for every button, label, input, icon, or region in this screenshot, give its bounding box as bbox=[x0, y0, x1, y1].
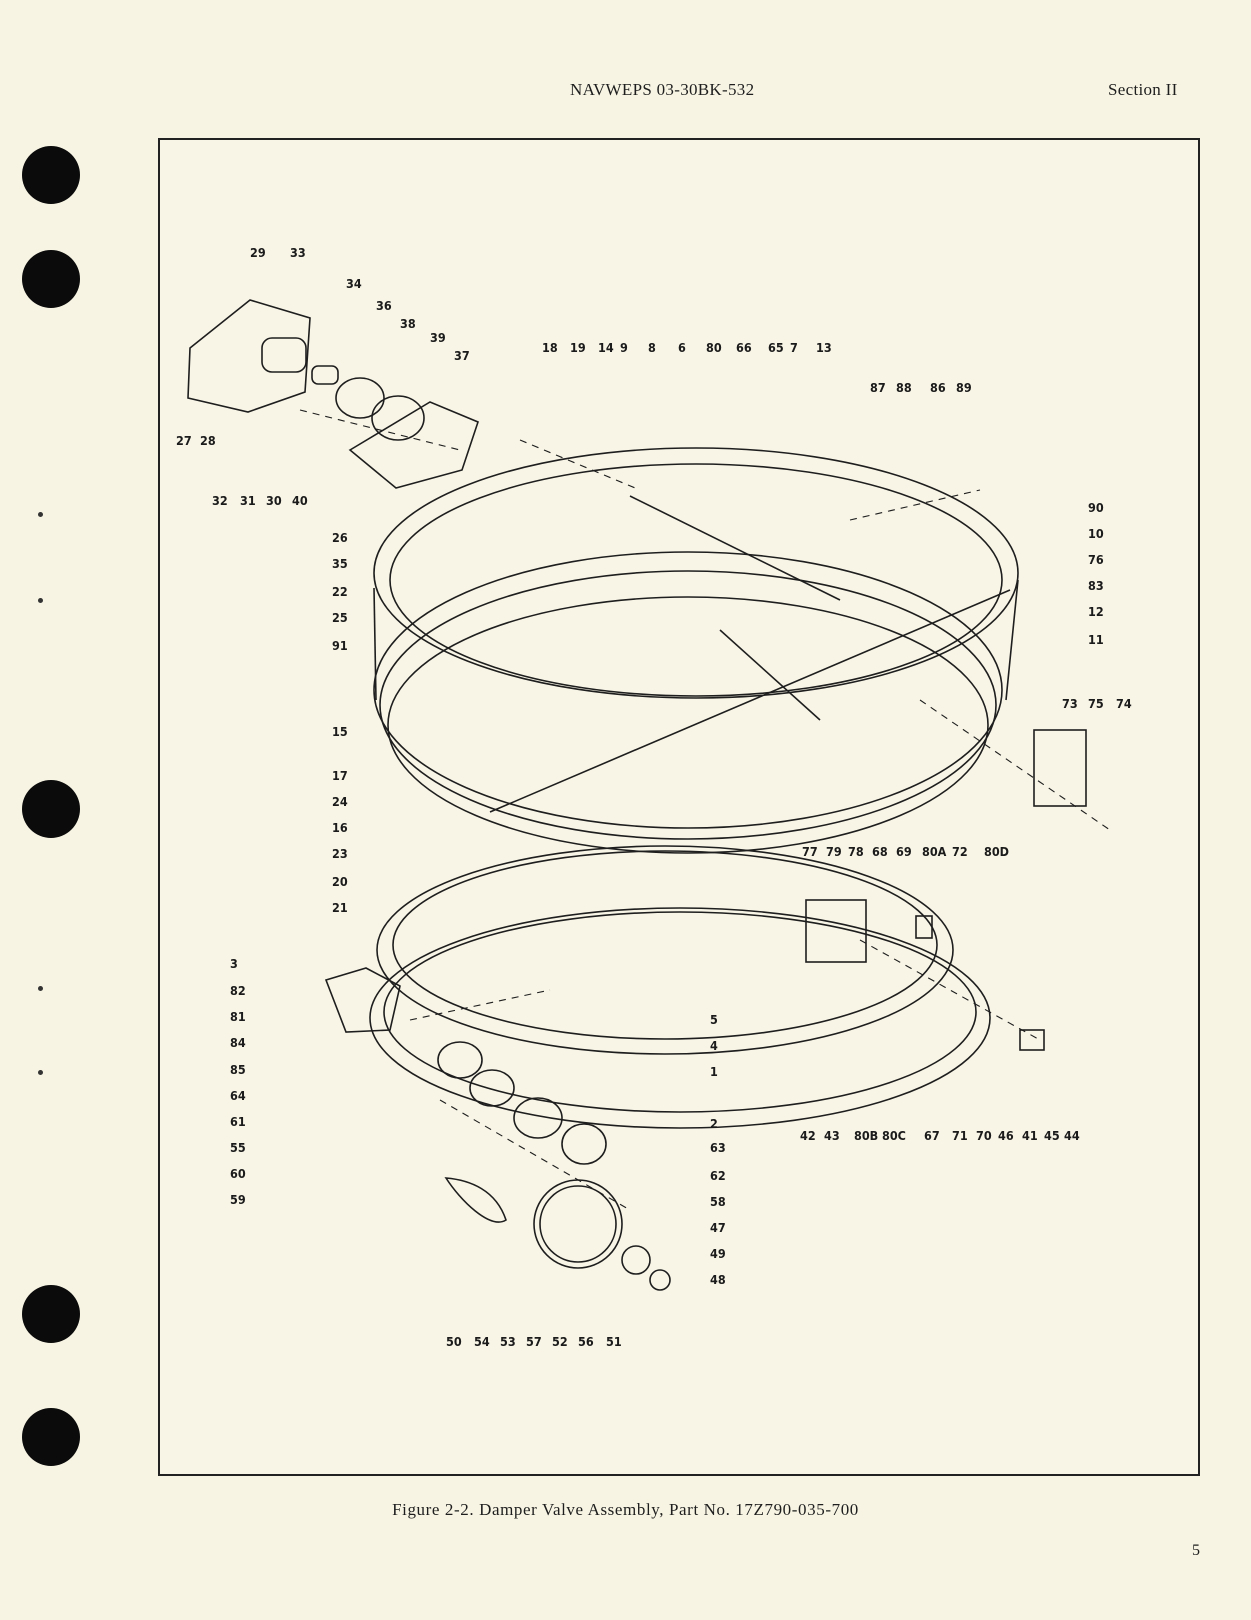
callout-79: 79 bbox=[826, 844, 842, 859]
callout-55: 55 bbox=[230, 1140, 246, 1155]
callout-70: 70 bbox=[976, 1128, 992, 1143]
callout-37: 37 bbox=[454, 348, 470, 363]
damper-valve-exploded-drawing bbox=[160, 140, 1198, 1474]
callout-80: 80 bbox=[706, 340, 722, 355]
callout-57: 57 bbox=[526, 1334, 542, 1349]
callout-45: 45 bbox=[1044, 1128, 1060, 1143]
callout-36: 36 bbox=[376, 298, 392, 313]
margin-speck bbox=[38, 512, 43, 517]
callout-30: 30 bbox=[266, 493, 282, 508]
callout-3: 3 bbox=[230, 956, 238, 971]
binder-hole bbox=[22, 250, 80, 308]
callout-90: 90 bbox=[1088, 500, 1104, 515]
callout-12: 12 bbox=[1088, 604, 1104, 619]
callout-13: 13 bbox=[816, 340, 832, 355]
callout-63: 63 bbox=[710, 1140, 726, 1155]
assembly-artwork bbox=[188, 300, 1110, 1290]
callout-64: 64 bbox=[230, 1088, 246, 1103]
callout-31: 31 bbox=[240, 493, 256, 508]
callout-16: 16 bbox=[332, 820, 348, 835]
callout-49: 49 bbox=[710, 1246, 726, 1261]
callout-38: 38 bbox=[400, 316, 416, 331]
callout-50: 50 bbox=[446, 1334, 462, 1349]
callout-68: 68 bbox=[872, 844, 888, 859]
callout-48: 48 bbox=[710, 1272, 726, 1287]
callout-83: 83 bbox=[1088, 578, 1104, 593]
figure-frame bbox=[158, 138, 1200, 1476]
callout-19: 19 bbox=[570, 340, 586, 355]
callout-86: 86 bbox=[930, 380, 946, 395]
callout-4: 4 bbox=[710, 1038, 718, 1053]
margin-speck bbox=[38, 1070, 43, 1075]
callout-82: 82 bbox=[230, 983, 246, 998]
callout-1: 1 bbox=[710, 1064, 718, 1079]
callout-24: 24 bbox=[332, 794, 348, 809]
callout-46: 46 bbox=[998, 1128, 1014, 1143]
callout-89: 89 bbox=[956, 380, 972, 395]
callout-labels bbox=[176, 245, 1132, 1349]
callout-77: 77 bbox=[802, 844, 818, 859]
callout-81: 81 bbox=[230, 1009, 246, 1024]
callout-66: 66 bbox=[736, 340, 752, 355]
callout-91: 91 bbox=[332, 638, 348, 653]
callout-59: 59 bbox=[230, 1192, 246, 1207]
callout-51: 51 bbox=[606, 1334, 622, 1349]
callout-5: 5 bbox=[710, 1012, 718, 1027]
binder-hole bbox=[22, 146, 80, 204]
callout-76: 76 bbox=[1088, 552, 1104, 567]
callout-7: 7 bbox=[790, 340, 798, 355]
page-number: 5 bbox=[1192, 1542, 1200, 1559]
callout-34: 34 bbox=[346, 276, 362, 291]
callout-61: 61 bbox=[230, 1114, 246, 1129]
callout-2: 2 bbox=[710, 1116, 718, 1131]
callout-56: 56 bbox=[578, 1334, 594, 1349]
callout-85: 85 bbox=[230, 1062, 246, 1077]
callout-35: 35 bbox=[332, 556, 348, 571]
callout-22: 22 bbox=[332, 584, 348, 599]
callout-32: 32 bbox=[212, 493, 228, 508]
callout-18: 18 bbox=[542, 340, 558, 355]
margin-speck bbox=[38, 986, 43, 991]
document-number: NAVWEPS 03-30BK-532 bbox=[570, 80, 755, 99]
callout-62: 62 bbox=[710, 1168, 726, 1183]
callout-71: 71 bbox=[952, 1128, 968, 1143]
callout-26: 26 bbox=[332, 530, 348, 545]
callout-21: 21 bbox=[332, 900, 348, 915]
callout-11: 11 bbox=[1088, 632, 1104, 647]
callout-65: 65 bbox=[768, 340, 784, 355]
callout-9: 9 bbox=[620, 340, 628, 355]
callout-87: 87 bbox=[870, 380, 886, 395]
callout-17: 17 bbox=[332, 768, 348, 783]
callout-15: 15 bbox=[332, 724, 348, 739]
callout-78: 78 bbox=[848, 844, 864, 859]
binder-hole bbox=[22, 1285, 80, 1343]
figure-caption: Figure 2-2. Damper Valve Assembly, Part No. 17Z790-035-700 bbox=[392, 1500, 859, 1519]
callout-20: 20 bbox=[332, 874, 348, 889]
callout-72: 72 bbox=[952, 844, 968, 859]
callout-29: 29 bbox=[250, 245, 266, 260]
callout-43: 43 bbox=[824, 1128, 840, 1143]
callout-60: 60 bbox=[230, 1166, 246, 1181]
callout-84: 84 bbox=[230, 1035, 246, 1050]
callout-80a: 80A bbox=[922, 844, 947, 859]
callout-27: 27 bbox=[176, 433, 192, 448]
callout-28: 28 bbox=[200, 433, 216, 448]
callout-10: 10 bbox=[1088, 526, 1104, 541]
callout-6: 6 bbox=[678, 340, 686, 355]
callout-39: 39 bbox=[430, 330, 446, 345]
callout-80b: 80B bbox=[854, 1128, 879, 1143]
callout-73: 73 bbox=[1062, 696, 1078, 711]
callout-25: 25 bbox=[332, 610, 348, 625]
binder-hole bbox=[22, 1408, 80, 1466]
callout-69: 69 bbox=[896, 844, 912, 859]
callout-47: 47 bbox=[710, 1220, 726, 1235]
callout-23: 23 bbox=[332, 846, 348, 861]
callout-44: 44 bbox=[1064, 1128, 1080, 1143]
callout-80d: 80D bbox=[984, 844, 1009, 859]
section-label: Section II bbox=[1108, 80, 1178, 99]
callout-67: 67 bbox=[924, 1128, 940, 1143]
margin-speck bbox=[38, 598, 43, 603]
callout-54: 54 bbox=[474, 1334, 490, 1349]
callout-42: 42 bbox=[800, 1128, 816, 1143]
callout-58: 58 bbox=[710, 1194, 726, 1209]
callout-75: 75 bbox=[1088, 696, 1104, 711]
callout-80c: 80C bbox=[882, 1128, 906, 1143]
callout-8: 8 bbox=[648, 340, 656, 355]
callout-52: 52 bbox=[552, 1334, 568, 1349]
callout-33: 33 bbox=[290, 245, 306, 260]
callout-53: 53 bbox=[500, 1334, 516, 1349]
callout-74: 74 bbox=[1116, 696, 1132, 711]
callout-41: 41 bbox=[1022, 1128, 1038, 1143]
callout-88: 88 bbox=[896, 380, 912, 395]
callout-14: 14 bbox=[598, 340, 614, 355]
binder-hole bbox=[22, 780, 80, 838]
callout-40: 40 bbox=[292, 493, 308, 508]
